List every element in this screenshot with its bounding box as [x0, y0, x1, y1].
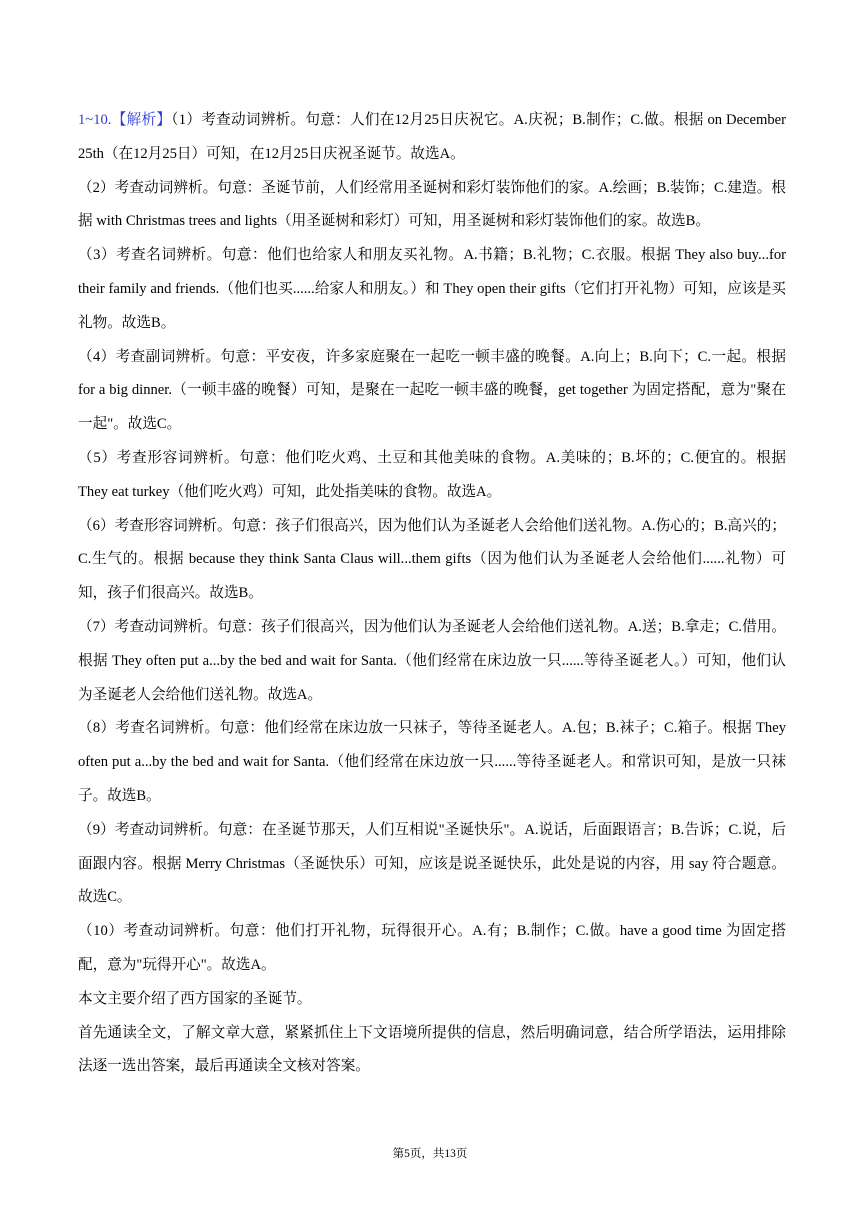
item-7: （7）考查动词辨析。句意：孩子们很高兴，因为他们认为圣诞老人会给他们送礼物。A.送；B.拿走；C.借用。根据 They often put a...by the bed and wait for Santa.（他们经常在床边放一只......等待圣诞老人。）可知，他们认为圣诞老人会给他们送礼物。故选A。 — [78, 618, 786, 703]
item-8: （8）考查名词辨析。句意：他们经常在床边放一只袜子，等待圣诞老人。A.包；B.袜子；C.箱子。根据 They often put a...by the bed and wait for Santa.（他们经常在床边放一只......等待圣诞老人。和常识可知，是放一只袜子。故选B。 — [78, 720, 786, 804]
item-1-text: （1）考查动词辨析。句意：人们在12月25日庆祝它。A.庆祝；B.制作；C.做。根据 on December 25th（在12月25日）可知，在12月25日庆祝圣诞节。故选A。 — [78, 112, 786, 162]
item-1 — [78, 104, 786, 172]
item-4: （4）考查副词辨析。句意：平安夜，许多家庭聚在一起吃一顿丰盛的晚餐。A.向上；B.向下；C.一起。根据 for a big dinner.（一顿丰盛的晚餐）可知，是聚在一起吃一顿丰盛的晚餐，get together 为固定搭配，意为"聚在一起"。故选C。 — [78, 348, 786, 433]
answer-label: 1~10.【解析】 — [78, 112, 172, 128]
item-3: （3）考查名词辨析。句意：他们也给家人和朋友买礼物。A.书籍；B.礼物；C.衣服。根据 They also buy...for their family and friends.（他们也买......给家人和朋友。）和 They open their gifts（它们打开礼物）可知，应该是买礼物。故选B。 — [78, 247, 786, 331]
item-9: （9）考查动词辨析。句意：在圣诞节那天，人们互相说"圣诞快乐"。A.说话，后面跟语言；B.告诉；C.说，后面跟内容。根据 Merry Christmas（圣诞快乐）可知，应该是说圣诞快乐，此处是说的内容，用 say 符合题意。故选C。 — [78, 821, 786, 906]
item-5: （5）考查形容词辨析。句意：他们吃火鸡、土豆和其他美味的食物。A.美味的；B.坏的；C.便宜的。根据 They eat turkey（他们吃火鸡）可知，此处指美味的食物。故选A。 — [78, 449, 786, 500]
item-6: （6）考查形容词辨析。句意：孩子们很高兴，因为他们认为圣诞老人会给他们送礼物。A.伤心的；B.高兴的；C.生气的。根据 because they think Santa Claus will...them gifts（因为他们认为圣诞老人会给他们......礼物）可知，孩子们很高兴。故选B。 — [78, 517, 786, 602]
item-2: （2）考查动词辨析。句意：圣诞节前，人们经常用圣诞树和彩灯装饰他们的家。A.绘画；B.装饰；C.建造。根据 with Christmas trees and lights（用圣诞树和彩灯）可知，用圣诞树和彩灯装饰他们的家。故选B。 — [78, 179, 786, 230]
page-number: 第5页，共13页 — [392, 1148, 468, 1160]
item-10: （10）考查动词辨析。句意：他们打开礼物，玩得很开心。A.有；B.制作；C.做。have a good time 为固定搭配，意为"玩得开心"。故选A。 — [78, 923, 786, 973]
passage-summary: 本文主要介绍了西方国家的圣诞节。 — [78, 990, 312, 1007]
solving-method: 首先通读全文，了解文章大意，紧紧抓住上下文语境所提供的信息，然后明确词意，结合所学语法，运用排除法逐一选出答案，最后再通读全文核对答案。 — [78, 1024, 786, 1075]
answer-explanation — [78, 104, 786, 1084]
